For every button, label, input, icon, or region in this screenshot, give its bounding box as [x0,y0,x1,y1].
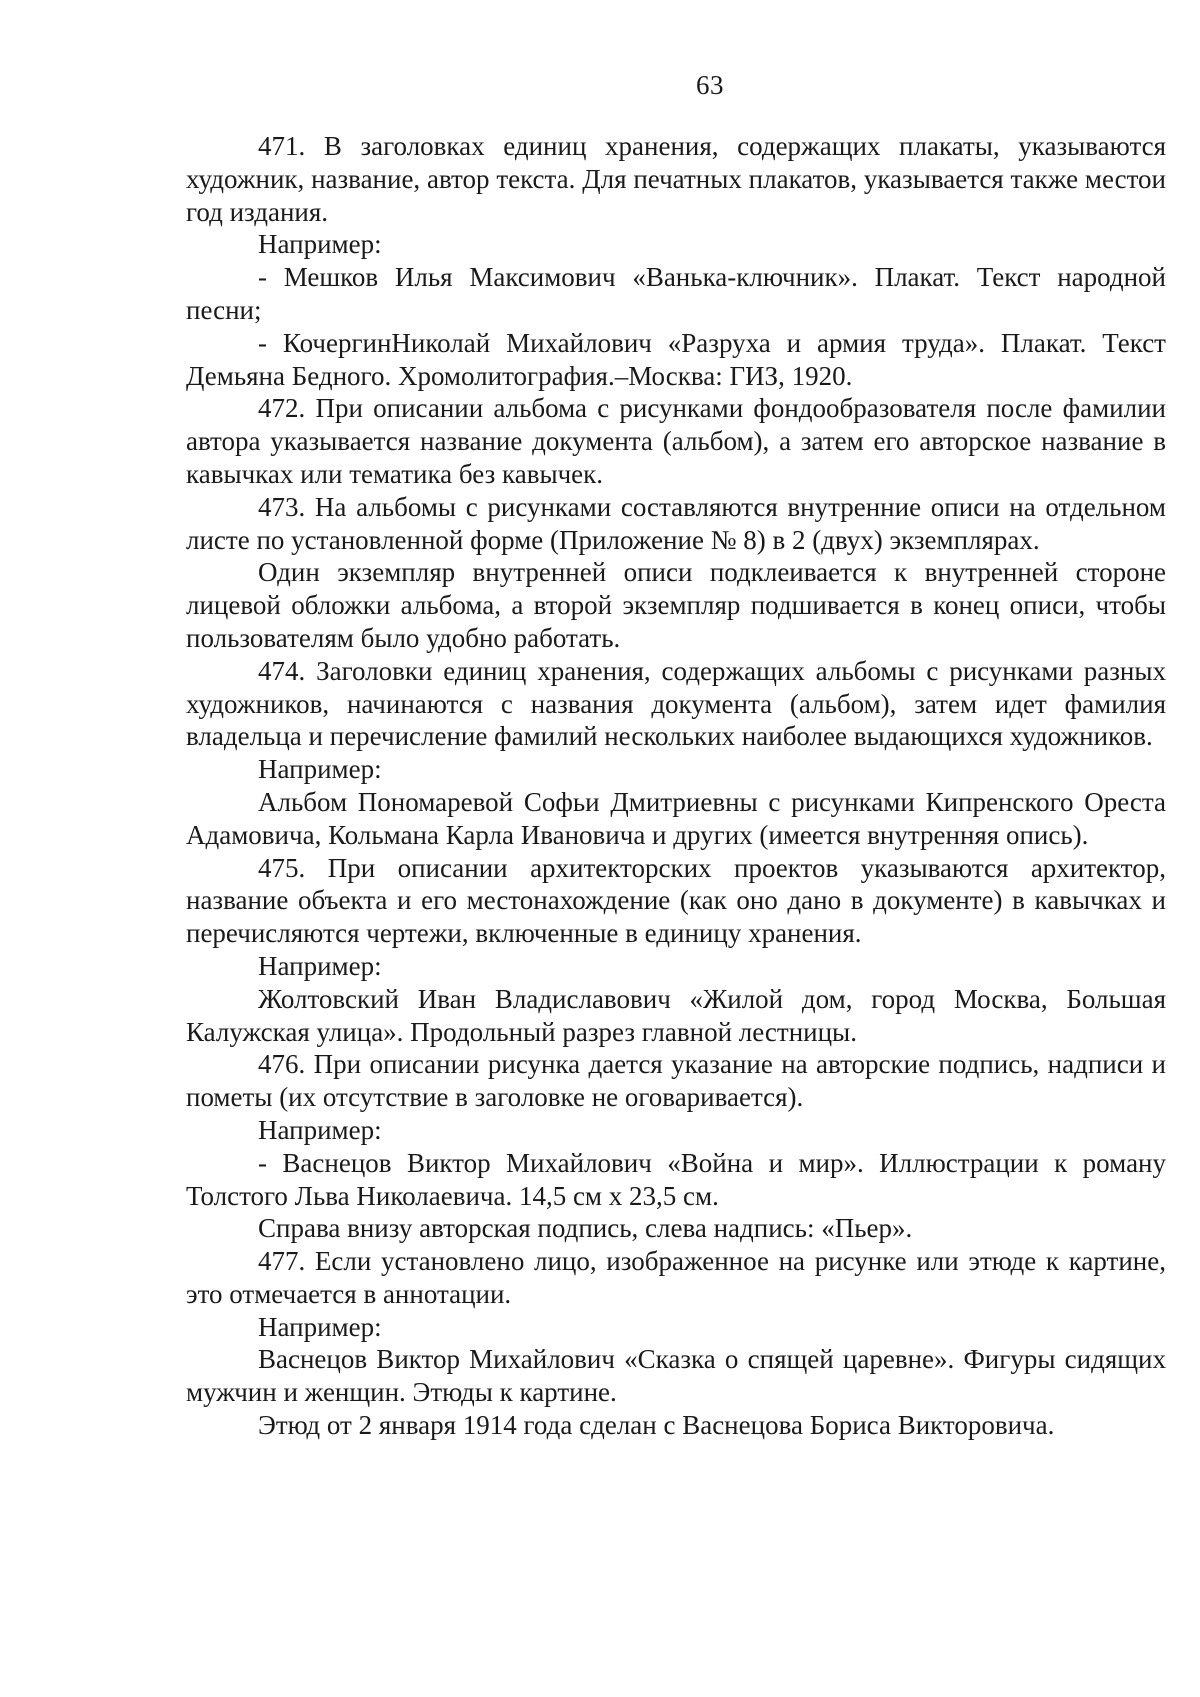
example-label: Например: [258,229,382,260]
example-item: - Васнецов Виктор Михайлович «Война и мир». Иллюстрации к роману Толстого Льва Николаевича. 14,5 см х 23,5 см. [186,1147,1166,1211]
example-label: Например: [258,754,382,785]
example-item: Васнецов Виктор Михайлович «Сказка о спящей царевне». Фигуры сидящих мужчин и женщин. Этюды к картине. [186,1344,1166,1408]
paragraph-472: 472. При описании альбома с рисунками фондообразователя после фамилии автора указывается название документа (альбом), а затем его авторское название в кавычках или тематика без кавычек. [186,393,1166,489]
paragraph-476: 476. При описании рисунка дается указание на авторские подпись, надписи и пометы (их отсутствие в заголовке не оговаривается). [186,1049,1166,1113]
paragraph: Один экземпляр внутренней описи подклеивается к внутренней стороне лицевой обложки альбома, а второй экземпляр подшивается в конец описи, чтобы пользователям было удобно работать. [186,557,1166,653]
example-label: Например: [258,1311,382,1342]
paragraph-471: 471. В заголовках единиц хранения, содержащих плакаты, указываются художник, название, автор текста. Для печатных плакатов, указывается также местои год издания. [186,131,1166,227]
paragraph-475: 475. При описании архитекторских проектов указываются архитектор, название объекта и его местонахождение (как оно дано в документе) в кавычках и перечисляются чертежи, включенные в единицу хранения. [186,852,1166,949]
example-item: - КочергинНиколай Михайлович «Разруха и армия труда». Плакат. Текст Демьяна Бедного. Хромолитография.–Москва: ГИЗ, 1920. [186,327,1166,391]
paragraph-473: 473. На альбомы с рисунками составляются внутренние описи на отдельном листе по установленной форме (Приложение № 8) в 2 (двух) экземплярах. [186,491,1166,555]
example-label: Например: [258,950,382,981]
page-number: 63 [696,70,724,100]
example-note: Справа внизу авторская подпись, слева надпись: «Пьер». [258,1213,913,1244]
example-item: Жолтовский Иван Владиславович «Жилой дом, город Москва, Большая Калужская улица». Продольный разрез главной лестницы. [186,983,1166,1047]
example-note: Этюд от 2 января 1914 года сделан с Васнецова Бориса Викторовича. [258,1410,1055,1441]
body-text [186,130,1166,1442]
example-item: Альбом Пономаревой Софьи Дмитриевны с рисунками Кипренского Ореста Адамовича, Кольмана Карла Ивановича и других (имеется внутренняя опись). [186,786,1166,850]
paragraph-474: 474. Заголовки единиц хранения, содержащих альбомы с рисунками разных художников, начинаются с названия документа (альбом), затем идет фамилия владельца и перечисление фамилий нескольких наиболее выдающихся художников. [186,655,1166,752]
example-item: - Мешков Илья Максимович «Ванька-ключник». Плакат. Текст народной песни; [186,262,1166,325]
paragraph-477: 477. Если установлено лицо, изображенное на рисунке или этюде к картине, это отмечается в аннотации. [186,1246,1166,1309]
example-label: Например: [258,1114,382,1145]
